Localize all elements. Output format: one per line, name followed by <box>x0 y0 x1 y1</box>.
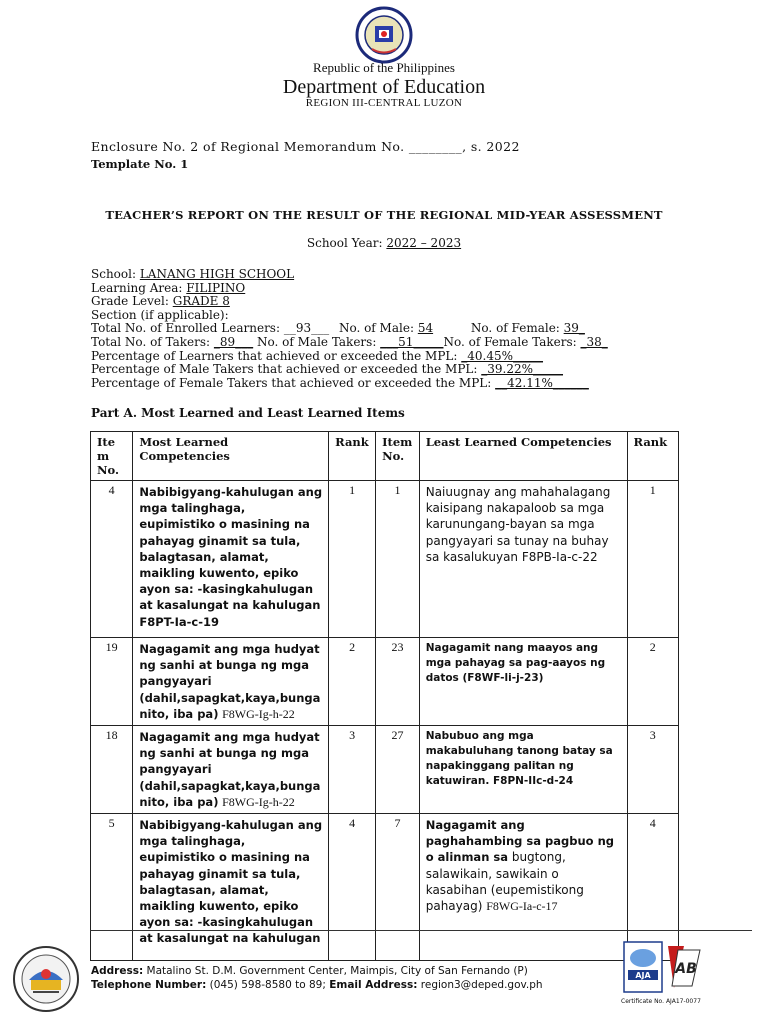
competency-code: F8PT-Ia-c-19 <box>139 614 219 629</box>
item-number-2: 23 <box>376 638 420 726</box>
address-label: Address: <box>91 965 144 977</box>
rank-value-2: 2 <box>627 638 678 726</box>
male-value: 54 <box>417 321 434 336</box>
pct-female-value: __42.11%______ <box>495 375 589 390</box>
header-rank: Rank <box>329 432 376 481</box>
pct-female-label: Percentage of Female Takers that achieved or exceeded the MPL: <box>91 375 496 390</box>
report-title: TEACHER’S REPORT ON THE RESULT OF THE REGIONAL MID-YEAR ASSESSMENT <box>105 208 663 222</box>
female-value: 39_ <box>563 321 585 336</box>
pct-male-label: Percentage of Male Takers that achieved or exceeded the MPL: <box>91 362 482 377</box>
competency-code: F8WG-Ia-c-17 <box>486 899 558 914</box>
item-number: 5 <box>91 814 133 961</box>
svg-text:AB: AB <box>675 961 697 977</box>
male-takers-value: ___51_____ <box>380 334 444 349</box>
table-row <box>91 814 679 961</box>
deped-seal-icon <box>349 6 419 64</box>
header-item-no-2: Item No. <box>376 432 420 481</box>
footer-divider <box>90 930 752 931</box>
competency-code: F8WG-Ig-h-22 <box>222 794 295 809</box>
rank-value: 1 <box>329 481 376 638</box>
deped-footer-seal-icon <box>11 944 81 1014</box>
svg-text:AJA: AJA <box>635 971 651 980</box>
rank-value-2: 1 <box>627 481 678 638</box>
section-line: Section (if applicable): <box>91 307 229 322</box>
competency-text-bold: Nagagamit ang paghahambing sa pagbuo ng o alinman sa <box>425 818 614 865</box>
school-value: LANANG HIGH SCHOOL <box>139 267 295 281</box>
table-header-row <box>91 432 679 481</box>
item-number: 18 <box>91 726 133 814</box>
most-learned-competency <box>133 481 329 638</box>
department-name: Department of Education <box>282 76 486 98</box>
item-number: 19 <box>91 638 133 726</box>
least-learned-competency: Naiuugnay ang mahahalagang kaisipang nakapaloob sa mga karunungang-bayan sa mga pangyayari sa tunay na buhay sa kasalukuyan F8PB-Ia-c-22 <box>419 481 627 638</box>
enrolled-label: Total No. of Enrolled Learners: <box>91 321 284 336</box>
republic-line: Republic of the Philippines <box>313 60 455 75</box>
takers-label: Total No. of Takers: <box>91 334 214 349</box>
area-value: FILIPINO <box>186 280 246 295</box>
item-number-2: 27 <box>376 726 420 814</box>
table-row <box>91 481 679 638</box>
male-takers-label: No. of Male Takers: <box>253 334 381 349</box>
competency-text: Nagagamit ang mga hudyat ng sanhi at bunga ng mga pangyayari (dahil,sapagkat,kaya,bunga nito, iba pa) <box>139 730 321 809</box>
rank-value-2: 3 <box>627 726 678 814</box>
assessment-info <box>91 268 608 390</box>
grade-label: Grade Level: <box>91 294 173 309</box>
least-learned-competency: Nabubuo ang mga makabuluhang tanong batay sa napakinggang palitan ng katuwiran. F8PN-IIc-d-24 <box>419 726 627 814</box>
female-label: No. of Female: <box>470 321 564 336</box>
item-number: 4 <box>91 481 133 638</box>
takers-value: _89___ <box>213 334 254 349</box>
item-number-2: 7 <box>376 814 420 961</box>
pct-all-label: Percentage of Learners that achieved or exceeded the MPL: <box>91 348 462 363</box>
female-takers-label: No. of Female Takers: <box>443 334 581 349</box>
school-year <box>0 236 768 250</box>
header-least-learned: Least Learned Competencies <box>419 432 627 481</box>
most-learned-competency <box>133 638 329 726</box>
competency-table <box>90 431 679 961</box>
item-number-2: 1 <box>376 481 420 638</box>
email-value: region3@deped.gov.ph <box>417 979 543 991</box>
phone-value: (045) 598-8580 to 89; <box>206 979 330 991</box>
rank-value: 2 <box>329 638 376 726</box>
certificate-number: Certificate No. AJA17-0077 <box>621 998 701 1005</box>
region-name: REGION III-CENTRAL LUZON <box>305 97 463 109</box>
header-most-learned: Most Learned Competencies <box>133 432 329 481</box>
template-number: Template No. 1 <box>91 157 189 171</box>
header-item-no: Ite m No. <box>91 432 133 481</box>
competency-text: Nabibigyang-kahulugan ang mga talinghaga, eupimistiko o masining na pahayag ginamit sa tula, balagtasan, alamat, maikling kuwento, epiko ayon sa: -kasingkahulugan at kasalungat na kahulugan <box>139 818 323 946</box>
female-takers-value: _38_ <box>580 334 608 349</box>
header-rank-2: Rank <box>627 432 678 481</box>
phone-label: Telephone Number: <box>91 979 207 991</box>
competency-text: Nabibigyang-kahulugan ang mga talinghaga, eupimistiko o masining na pahayag ginamit sa tula, balagtasan, alamat, maikling kuwento, epiko ayon sa: -kasingkahulugan at kasalungat na kahulugan <box>139 485 323 613</box>
part-a-heading: Part A. Most Learned and Least Learned Items <box>91 406 405 420</box>
school-year-value: 2022 – 2023 <box>386 236 462 250</box>
competency-text: Nagagamit ang mga hudyat ng sanhi at bunga ng mga pangyayari (dahil,sapagkat,kaya,bunga nito, iba pa) <box>139 642 321 721</box>
pct-male-value: _39.22%_____ <box>481 362 564 377</box>
rank-value: 3 <box>329 726 376 814</box>
most-learned-competency <box>133 726 329 814</box>
competency-text: bugtong, salawikain, sawikain o kasabihan (eupemistikong pahayag) <box>425 850 584 914</box>
male-label: No. of Male: <box>338 321 418 336</box>
grade-value: GRADE 8 <box>172 294 230 309</box>
aja-ukas-cert-icon <box>622 940 704 994</box>
table-row <box>91 726 679 814</box>
email-label: Email Address: <box>329 979 418 991</box>
address-value: Matalino St. D.M. Government Center, Maimpis, City of San Fernando (P) <box>143 965 528 977</box>
footer-contact <box>91 964 543 992</box>
most-learned-competency <box>133 814 329 961</box>
enclosure-line: Enclosure No. 2 of Regional Memorandum No. ________, s. 2022 <box>91 139 520 154</box>
rank-value: 4 <box>329 814 376 961</box>
table-row <box>91 638 679 726</box>
least-learned-competency <box>419 814 627 961</box>
competency-code: F8WG-Ig-h-22 <box>222 706 295 721</box>
school-label: School: <box>91 267 140 281</box>
school-year-label: School Year: <box>306 236 387 250</box>
least-learned-competency: Nagagamit nang maayos ang mga pahayag sa pag-aayos ng datos (F8WF-li-j-23) <box>419 638 627 726</box>
rank-value-2: 4 <box>627 814 678 961</box>
pct-all-value: _40.45%_____ <box>461 348 544 363</box>
enrolled-value: __93___ <box>283 321 330 336</box>
area-label: Learning Area: <box>91 280 187 295</box>
